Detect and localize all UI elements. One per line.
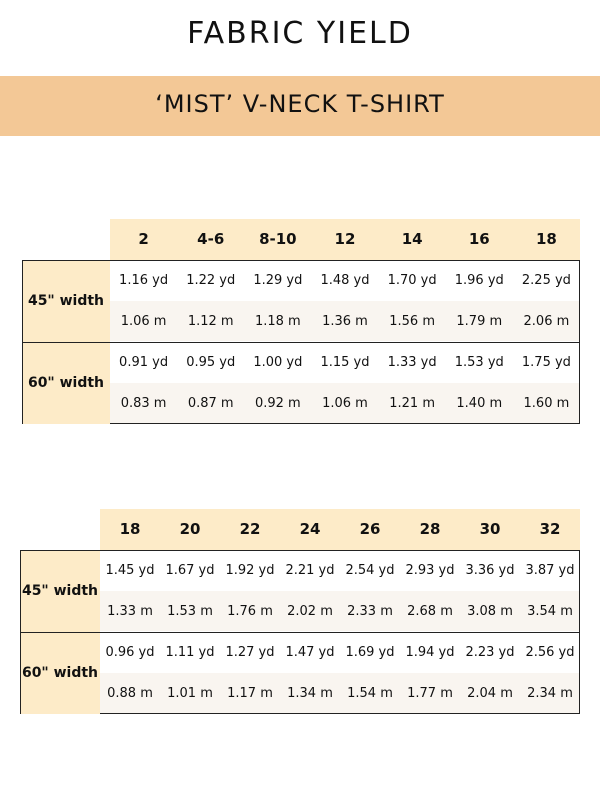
yard-value-cell: 1.70 yd (387, 273, 437, 288)
meter-value-cell: 1.40 m (456, 396, 503, 411)
size-header-cell: 18 (535, 230, 557, 248)
meter-value-cell: 1.36 m (322, 314, 368, 329)
size-header-cell: 4-6 (197, 230, 225, 248)
yard-value-cell: 1.48 yd (320, 273, 370, 288)
meter-value-cell: 2.02 m (287, 604, 333, 619)
meter-value-cell: 1.06 m (322, 396, 368, 411)
yard-value-cell: 3.87 yd (525, 563, 575, 578)
size-header-cell: 12 (334, 230, 356, 248)
meter-value-cell: 1.76 m (227, 604, 273, 619)
meter-value-cell: 2.04 m (467, 686, 513, 701)
meter-value-cell: 1.17 m (227, 686, 273, 701)
size-header-cell: 8-10 (259, 230, 297, 248)
yard-value-cell: 2.93 yd (405, 563, 455, 578)
group-divider (22, 342, 580, 343)
meter-value-cell: 0.92 m (254, 396, 301, 411)
meter-value-cell: 0.88 m (107, 686, 153, 701)
meter-value-cell: 1.34 m (287, 686, 333, 701)
size-header-cell: 26 (359, 520, 381, 538)
meter-value-cell: 2.06 m (523, 314, 570, 329)
yard-value-cell: 1.29 yd (253, 273, 303, 288)
width-label: 60" width (27, 375, 105, 391)
yard-value-cell: 1.67 yd (165, 563, 215, 578)
yard-value-cell: 3.36 yd (465, 563, 515, 578)
yard-value-cell: 1.92 yd (225, 563, 275, 578)
meter-value-cell: 1.60 m (523, 396, 570, 411)
meter-value-cell: 1.01 m (167, 686, 213, 701)
meter-value-cell: 0.87 m (187, 396, 234, 411)
meter-value-cell: 3.08 m (467, 604, 513, 619)
yard-value-cell: 0.91 yd (119, 355, 169, 370)
yard-value-cell: 2.56 yd (525, 645, 575, 660)
size-header-cell: 18 (119, 520, 141, 538)
size-header-cell: 28 (419, 520, 441, 538)
meter-value-cell: 1.18 m (254, 314, 301, 329)
meter-value-cell: 2.68 m (407, 604, 453, 619)
size-header-cell: 2 (138, 230, 149, 248)
yard-value-cell: 1.47 yd (285, 645, 335, 660)
size-header-cell: 20 (179, 520, 201, 538)
yard-value-cell: 1.27 yd (225, 645, 275, 660)
width-label: 45" width (21, 583, 99, 599)
meter-value-cell: 1.79 m (456, 314, 503, 329)
yield-table-2 (20, 509, 580, 714)
meter-value-cell: 1.54 m (347, 686, 393, 701)
yard-value-cell: 1.94 yd (405, 645, 455, 660)
yard-value-cell: 1.11 yd (165, 645, 215, 660)
meter-value-cell: 1.21 m (389, 396, 435, 411)
size-header-cell: 24 (299, 520, 321, 538)
yard-value-cell: 1.15 yd (320, 355, 370, 370)
yard-value-cell: 2.54 yd (345, 563, 395, 578)
yield-table-1 (22, 219, 580, 424)
yard-value-cell: 1.00 yd (253, 355, 303, 370)
meter-value-cell: 0.83 m (120, 396, 167, 411)
meter-value-cell: 2.34 m (527, 686, 573, 701)
yard-value-cell: 2.21 yd (285, 563, 335, 578)
yard-value-cell: 1.75 yd (521, 355, 571, 370)
yard-value-cell: 1.69 yd (345, 645, 395, 660)
meter-value-cell: 1.12 m (187, 314, 234, 329)
size-header-cell: 30 (479, 520, 501, 538)
meter-value-cell: 1.06 m (120, 314, 167, 329)
width-label: 45" width (27, 293, 105, 309)
yard-value-cell: 1.45 yd (105, 563, 155, 578)
meter-value-cell: 2.33 m (347, 604, 393, 619)
yard-value-cell: 1.33 yd (387, 355, 437, 370)
yard-value-cell: 2.25 yd (521, 273, 571, 288)
meter-value-cell: 3.54 m (527, 604, 573, 619)
meter-value-cell: 1.53 m (167, 604, 213, 619)
meter-value-cell: 1.77 m (407, 686, 453, 701)
page-subtitle: ‘MIST’ V-NECK T-SHIRT (155, 90, 445, 118)
size-header-cell: 14 (401, 230, 423, 248)
meter-value-cell: 1.56 m (389, 314, 435, 329)
yard-value-cell: 1.53 yd (454, 355, 504, 370)
yard-value-cell: 1.96 yd (454, 273, 504, 288)
yard-value-cell: 1.16 yd (119, 273, 169, 288)
meter-value-cell: 1.33 m (107, 604, 153, 619)
size-header-cell: 16 (468, 230, 490, 248)
size-header-cell: 22 (239, 520, 261, 538)
yard-value-cell: 0.95 yd (186, 355, 236, 370)
group-divider (20, 632, 580, 633)
size-header-cell: 32 (539, 520, 561, 538)
page-title: FABRIC YIELD (187, 16, 413, 51)
yard-value-cell: 0.96 yd (105, 645, 155, 660)
yard-value-cell: 1.22 yd (186, 273, 236, 288)
width-label: 60" width (21, 665, 99, 681)
yard-value-cell: 2.23 yd (465, 645, 515, 660)
